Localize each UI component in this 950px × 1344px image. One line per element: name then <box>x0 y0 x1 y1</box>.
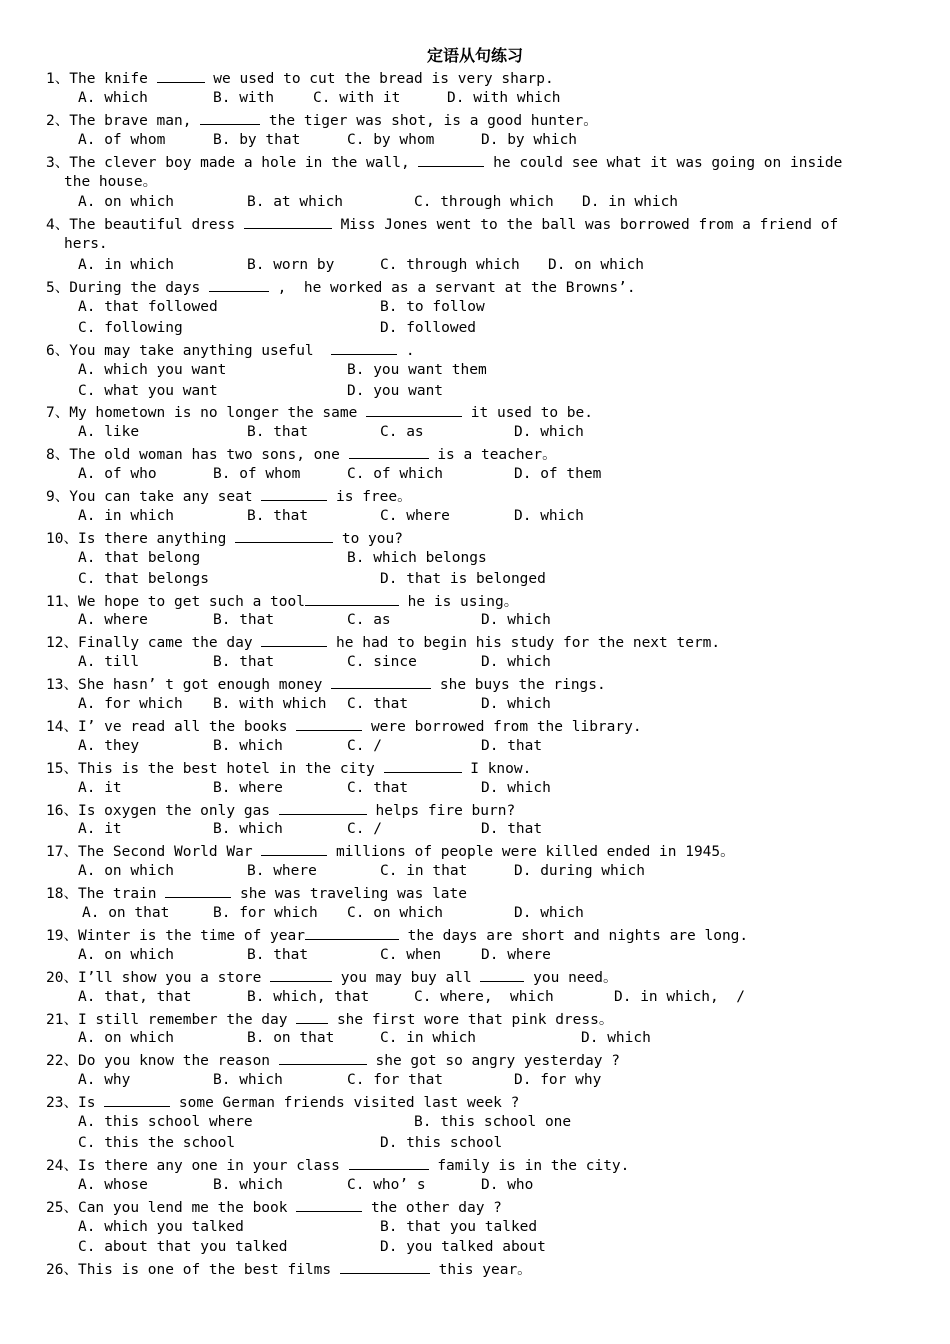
question-number: 24、 <box>46 1157 78 1174</box>
answer-option[interactable]: C. what you want <box>78 382 218 399</box>
question-stem <box>46 527 403 548</box>
question-text: This is the best hotel in the city <box>77 760 384 777</box>
answer-option[interactable]: B. which, that <box>247 988 370 1005</box>
answer-option[interactable]: D. which <box>514 424 584 441</box>
answer-option[interactable]: C. by whom <box>347 131 435 148</box>
question-stem <box>46 339 415 360</box>
answer-option[interactable]: A. which <box>78 89 148 106</box>
answer-option[interactable]: C. in that <box>380 863 468 880</box>
question-text: he had to begin his study for the next term. <box>327 635 721 652</box>
question-continuation: hers. <box>64 236 108 253</box>
question-number: 23、 <box>46 1095 78 1112</box>
question-text: helps fire burn? <box>366 802 516 819</box>
answer-option[interactable]: B. with <box>213 89 275 106</box>
answer-option[interactable]: D. which <box>514 905 584 921</box>
answer-option[interactable]: D. which <box>481 654 551 671</box>
question-text: I know. <box>461 760 532 777</box>
answer-blank[interactable] <box>349 1154 429 1170</box>
question-text: you need。 <box>524 969 618 986</box>
answer-option[interactable]: D. who <box>481 1176 534 1193</box>
answer-blank[interactable] <box>340 1258 430 1274</box>
answer-option[interactable]: A. whose <box>78 1176 148 1193</box>
question-number: 18、 <box>46 886 78 903</box>
answer-blank[interactable] <box>209 276 269 292</box>
answer-blank[interactable] <box>157 67 205 83</box>
answer-option[interactable]: D. you want <box>347 382 444 399</box>
answer-option[interactable]: C. about that you talked <box>78 1239 288 1256</box>
answer-option[interactable]: A. that followed <box>78 298 218 315</box>
answer-option[interactable]: A. till <box>78 654 140 671</box>
question-number: 13、 <box>46 677 78 694</box>
answer-blank[interactable] <box>279 799 367 815</box>
question-continuation: the house。 <box>64 173 158 190</box>
question-number: 11、 <box>46 593 78 610</box>
question-stem <box>46 882 467 903</box>
question-text: it used to be. <box>462 405 593 422</box>
question-number: 3、 <box>46 154 70 171</box>
answer-option[interactable]: C. when <box>380 946 442 963</box>
answer-blank[interactable] <box>480 966 524 982</box>
answer-blank[interactable] <box>261 631 327 647</box>
question-text: During the days <box>69 280 209 296</box>
question-text: the other day ? <box>362 1199 502 1216</box>
question-text: to you? <box>333 530 403 547</box>
answer-option[interactable]: D. that is belonged <box>380 570 546 587</box>
question-text: he could see what it was going on inside <box>484 154 843 171</box>
question-text: is a teacher。 <box>428 447 557 464</box>
answer-option[interactable]: A. which you want <box>78 361 227 378</box>
answer-option[interactable]: A. why <box>78 1072 131 1089</box>
answer-blank[interactable] <box>331 339 397 355</box>
answer-option[interactable]: A. on which <box>78 1030 175 1047</box>
question-stem <box>46 715 642 736</box>
question-stem <box>46 401 593 422</box>
answer-option[interactable]: A. this school where <box>78 1114 253 1130</box>
answer-option[interactable]: A. in which <box>78 257 175 274</box>
answer-option[interactable]: D. for why <box>514 1072 602 1089</box>
question-text: the days are short and nights are long. <box>398 927 749 944</box>
question-text: Is oxygen the only gas <box>77 802 279 819</box>
question-text: This is one of the best films <box>77 1262 340 1279</box>
answer-blank[interactable] <box>296 715 362 731</box>
answer-option[interactable]: A. for which <box>78 696 183 712</box>
question-text: the tiger was shot, is a good hunter。 <box>260 112 598 129</box>
answer-option[interactable]: D. followed <box>380 319 477 336</box>
answer-option[interactable]: A. on which <box>78 194 175 211</box>
answer-blank[interactable] <box>235 527 333 543</box>
question-text: The beautiful dress <box>69 217 244 234</box>
answer-blank[interactable] <box>165 882 231 898</box>
question-text: The train <box>77 886 166 903</box>
answer-option[interactable]: C. that belongs <box>78 570 209 587</box>
question-number: 25、 <box>46 1199 78 1216</box>
question-stem <box>46 673 606 694</box>
answer-option[interactable]: B. that you talked <box>380 1218 538 1235</box>
answer-option[interactable]: C. since <box>347 654 417 671</box>
answer-option[interactable]: C. / <box>347 821 382 838</box>
answer-option[interactable]: A. like <box>78 424 140 441</box>
question-stem <box>46 1049 620 1070</box>
answer-option[interactable]: A. where <box>78 612 148 629</box>
answer-option[interactable]: D. this school <box>380 1134 503 1151</box>
question-text: Is there anything <box>77 530 236 547</box>
question-number: 22、 <box>46 1053 78 1070</box>
answer-option[interactable]: C. for that <box>347 1072 444 1089</box>
question-text: I’ ve read all the books <box>77 718 297 735</box>
question-text: You can take any seat <box>69 489 262 505</box>
answer-option[interactable]: D. in which, / <box>614 988 745 1005</box>
answer-option[interactable]: B. worn by <box>247 257 335 274</box>
question-number: 5、 <box>46 280 70 296</box>
question-text: The old woman has two sons, one <box>69 447 349 464</box>
answer-option[interactable]: C. with it <box>313 89 401 106</box>
answer-blank[interactable] <box>200 109 260 125</box>
question-text: The clever boy made a hole in the wall, <box>69 154 419 171</box>
question-text: The knife <box>69 71 157 87</box>
answer-option[interactable]: B. that <box>247 424 309 441</box>
answer-option[interactable]: D. you talked about <box>380 1239 546 1256</box>
question-text: I still remember the day <box>77 1011 297 1028</box>
question-stem <box>46 590 518 611</box>
answer-blank[interactable] <box>270 966 332 982</box>
answer-option[interactable]: C. who’ s <box>347 1176 426 1193</box>
answer-option[interactable]: C. of which <box>347 466 444 483</box>
worksheet-title: 定语从句练习 <box>426 46 523 65</box>
answer-option[interactable]: B. where <box>213 779 283 796</box>
answer-option[interactable]: D. in which <box>582 194 679 211</box>
question-number: 2、 <box>46 112 70 129</box>
question-text: The Second World War <box>77 844 262 861</box>
question-text: this year。 <box>429 1262 532 1279</box>
answer-option[interactable]: D. by which <box>481 131 578 148</box>
answer-option[interactable]: C. where <box>380 507 450 524</box>
answer-blank[interactable] <box>244 213 332 229</box>
answer-blank[interactable] <box>418 151 484 167</box>
question-stem <box>46 924 748 945</box>
answer-option[interactable]: A. in which <box>78 507 175 524</box>
question-number: 8、 <box>46 447 70 464</box>
question-text: some German friends visited last week ? <box>170 1095 520 1112</box>
question-stem <box>46 151 842 172</box>
question-text: She hasn’ t got enough money <box>77 677 332 694</box>
question-stem <box>46 485 412 506</box>
question-text: My hometown is no longer the same <box>69 405 367 422</box>
answer-option[interactable]: D. that <box>481 737 543 754</box>
question-number: 9、 <box>46 489 70 505</box>
question-number: 21、 <box>46 1011 78 1028</box>
answer-option[interactable]: D. with which <box>447 89 561 106</box>
answer-option[interactable]: C. as <box>347 612 391 629</box>
answer-option[interactable]: B. that <box>247 507 309 524</box>
answer-option[interactable]: C. / <box>347 737 382 754</box>
answer-option[interactable]: C. following <box>78 319 183 336</box>
answer-option[interactable]: A. of whom <box>78 131 166 148</box>
question-text: she got so angry yesterday ? <box>366 1053 620 1070</box>
question-number: 19、 <box>46 927 78 944</box>
question-stem <box>46 1196 502 1217</box>
question-stem <box>46 67 554 88</box>
question-stem <box>46 1091 519 1112</box>
answer-option[interactable]: B. which <box>213 1072 283 1089</box>
answer-option[interactable]: A. on that <box>82 905 170 921</box>
question-text: she first wore that pink dress。 <box>328 1011 614 1028</box>
question-number: 17、 <box>46 844 78 861</box>
answer-option[interactable]: B. for which <box>213 905 318 921</box>
answer-option[interactable]: A. it <box>78 779 122 796</box>
answer-option[interactable]: B. where <box>247 863 317 880</box>
answer-option[interactable]: D. that <box>481 821 543 838</box>
question-number: 4、 <box>46 217 70 234</box>
question-text: is free。 <box>327 489 412 505</box>
answer-option[interactable]: D. which <box>481 779 551 796</box>
answer-blank[interactable] <box>305 590 399 606</box>
answer-option[interactable]: A. that, that <box>78 988 192 1005</box>
question-number: 14、 <box>46 718 78 735</box>
answer-option[interactable]: A. they <box>78 737 140 754</box>
answer-option[interactable]: B. that <box>213 654 275 671</box>
question-text: we used to cut the bread is very sharp. <box>204 71 554 87</box>
answer-option[interactable]: C. through which <box>380 257 520 274</box>
answer-blank[interactable] <box>296 1008 328 1024</box>
answer-option[interactable]: A. of who <box>78 466 157 483</box>
question-text: The brave man, <box>69 112 201 129</box>
question-stem <box>46 757 531 778</box>
answer-option[interactable]: D. which <box>514 507 584 524</box>
answer-option[interactable]: D. which <box>481 612 551 629</box>
answer-blank[interactable] <box>305 924 399 940</box>
answer-blank[interactable] <box>104 1091 170 1107</box>
question-text: You may take anything useful <box>69 342 332 359</box>
answer-blank[interactable] <box>261 485 327 501</box>
answer-option[interactable]: C. where, which <box>414 988 554 1005</box>
question-text: she buys the rings. <box>431 677 606 694</box>
answer-option[interactable]: C. this the school <box>78 1134 236 1151</box>
answer-option[interactable]: B. at which <box>247 194 344 211</box>
answer-option[interactable]: B. with which <box>213 696 327 712</box>
question-text: family is in the city. <box>428 1157 630 1174</box>
answer-option[interactable]: D. of them <box>514 466 602 483</box>
answer-blank[interactable] <box>366 401 462 417</box>
question-stem <box>46 631 720 652</box>
question-number: 1、 <box>46 71 70 87</box>
answer-option[interactable]: C. through which <box>414 194 554 211</box>
question-text: , he worked as a servant at the Browns’. <box>268 280 636 296</box>
question-stem <box>46 443 557 464</box>
answer-option[interactable]: D. which <box>481 696 551 712</box>
question-number: 12、 <box>46 635 78 652</box>
answer-option[interactable]: D. during which <box>514 863 645 880</box>
question-text: Is <box>77 1095 105 1112</box>
question-text: Is there any one in your class <box>77 1157 349 1174</box>
question-number: 20、 <box>46 969 78 986</box>
answer-option[interactable]: B. that <box>213 612 275 629</box>
answer-option[interactable]: C. on which <box>347 905 444 921</box>
question-number: 10、 <box>46 530 78 547</box>
answer-option[interactable]: C. that <box>347 779 409 796</box>
question-stem <box>46 799 515 820</box>
answer-option[interactable]: A. which you talked <box>78 1218 244 1235</box>
answer-option[interactable]: B. by that <box>213 131 301 148</box>
answer-option[interactable]: A. on which <box>78 946 175 963</box>
answer-option[interactable]: D. on which <box>548 257 645 274</box>
answer-option[interactable]: B. which <box>213 1176 283 1193</box>
answer-option[interactable]: C. as <box>380 424 424 441</box>
question-stem <box>46 840 735 861</box>
question-text: I’ll show you a store <box>77 969 271 986</box>
answer-option[interactable]: B. this school one <box>414 1114 572 1130</box>
answer-option[interactable]: B. you want them <box>347 361 487 378</box>
answer-option[interactable]: B. to follow <box>380 298 485 315</box>
question-text: Winter is the time of year <box>77 927 305 944</box>
question-stem <box>46 966 618 987</box>
answer-option[interactable]: A. it <box>78 821 122 838</box>
question-text: she was traveling was late <box>231 886 467 903</box>
question-stem <box>46 1258 532 1279</box>
question-text: you may buy all <box>332 969 481 986</box>
answer-option[interactable]: B. which <box>213 737 283 754</box>
question-text: . <box>397 342 415 359</box>
answer-blank[interactable] <box>384 757 462 773</box>
question-stem <box>46 276 636 297</box>
answer-option[interactable]: A. that belong <box>78 549 201 566</box>
question-text: he is using。 <box>398 593 519 610</box>
question-number: 15、 <box>46 760 78 777</box>
question-number: 6、 <box>46 342 70 359</box>
question-stem <box>46 109 598 130</box>
question-text: Miss Jones went to the ball was borrowed from a friend of <box>331 217 839 234</box>
question-text: millions of people were killed ended in 1945。 <box>327 844 735 861</box>
answer-option[interactable]: D. which <box>581 1030 651 1047</box>
answer-blank[interactable] <box>331 673 431 689</box>
answer-blank[interactable] <box>349 443 429 459</box>
question-number: 26、 <box>46 1262 78 1279</box>
answer-option[interactable]: A. on which <box>78 863 175 880</box>
answer-option[interactable]: B. of whom <box>213 466 301 483</box>
question-text: Finally came the day <box>77 635 262 652</box>
answer-option[interactable]: B. on that <box>247 1030 335 1047</box>
answer-option[interactable]: D. where <box>481 946 551 963</box>
question-text: were borrowed from the library. <box>362 718 642 735</box>
question-stem <box>46 1154 629 1175</box>
answer-option[interactable]: C. in which <box>380 1030 477 1047</box>
answer-option[interactable]: B. that <box>247 946 309 963</box>
question-stem <box>46 1008 613 1029</box>
question-text: We hope to get such a tool <box>77 593 305 610</box>
question-number: 16、 <box>46 802 78 819</box>
question-stem <box>46 213 838 234</box>
answer-option[interactable]: B. which <box>213 821 283 838</box>
question-number: 7、 <box>46 405 70 422</box>
question-text: Can you lend me the book <box>77 1199 297 1216</box>
answer-option[interactable]: B. which belongs <box>347 549 487 566</box>
answer-blank[interactable] <box>261 840 327 856</box>
answer-blank[interactable] <box>279 1049 367 1065</box>
answer-blank[interactable] <box>296 1196 362 1212</box>
answer-option[interactable]: C. that <box>347 696 409 712</box>
question-text: Do you know the reason <box>77 1053 279 1070</box>
